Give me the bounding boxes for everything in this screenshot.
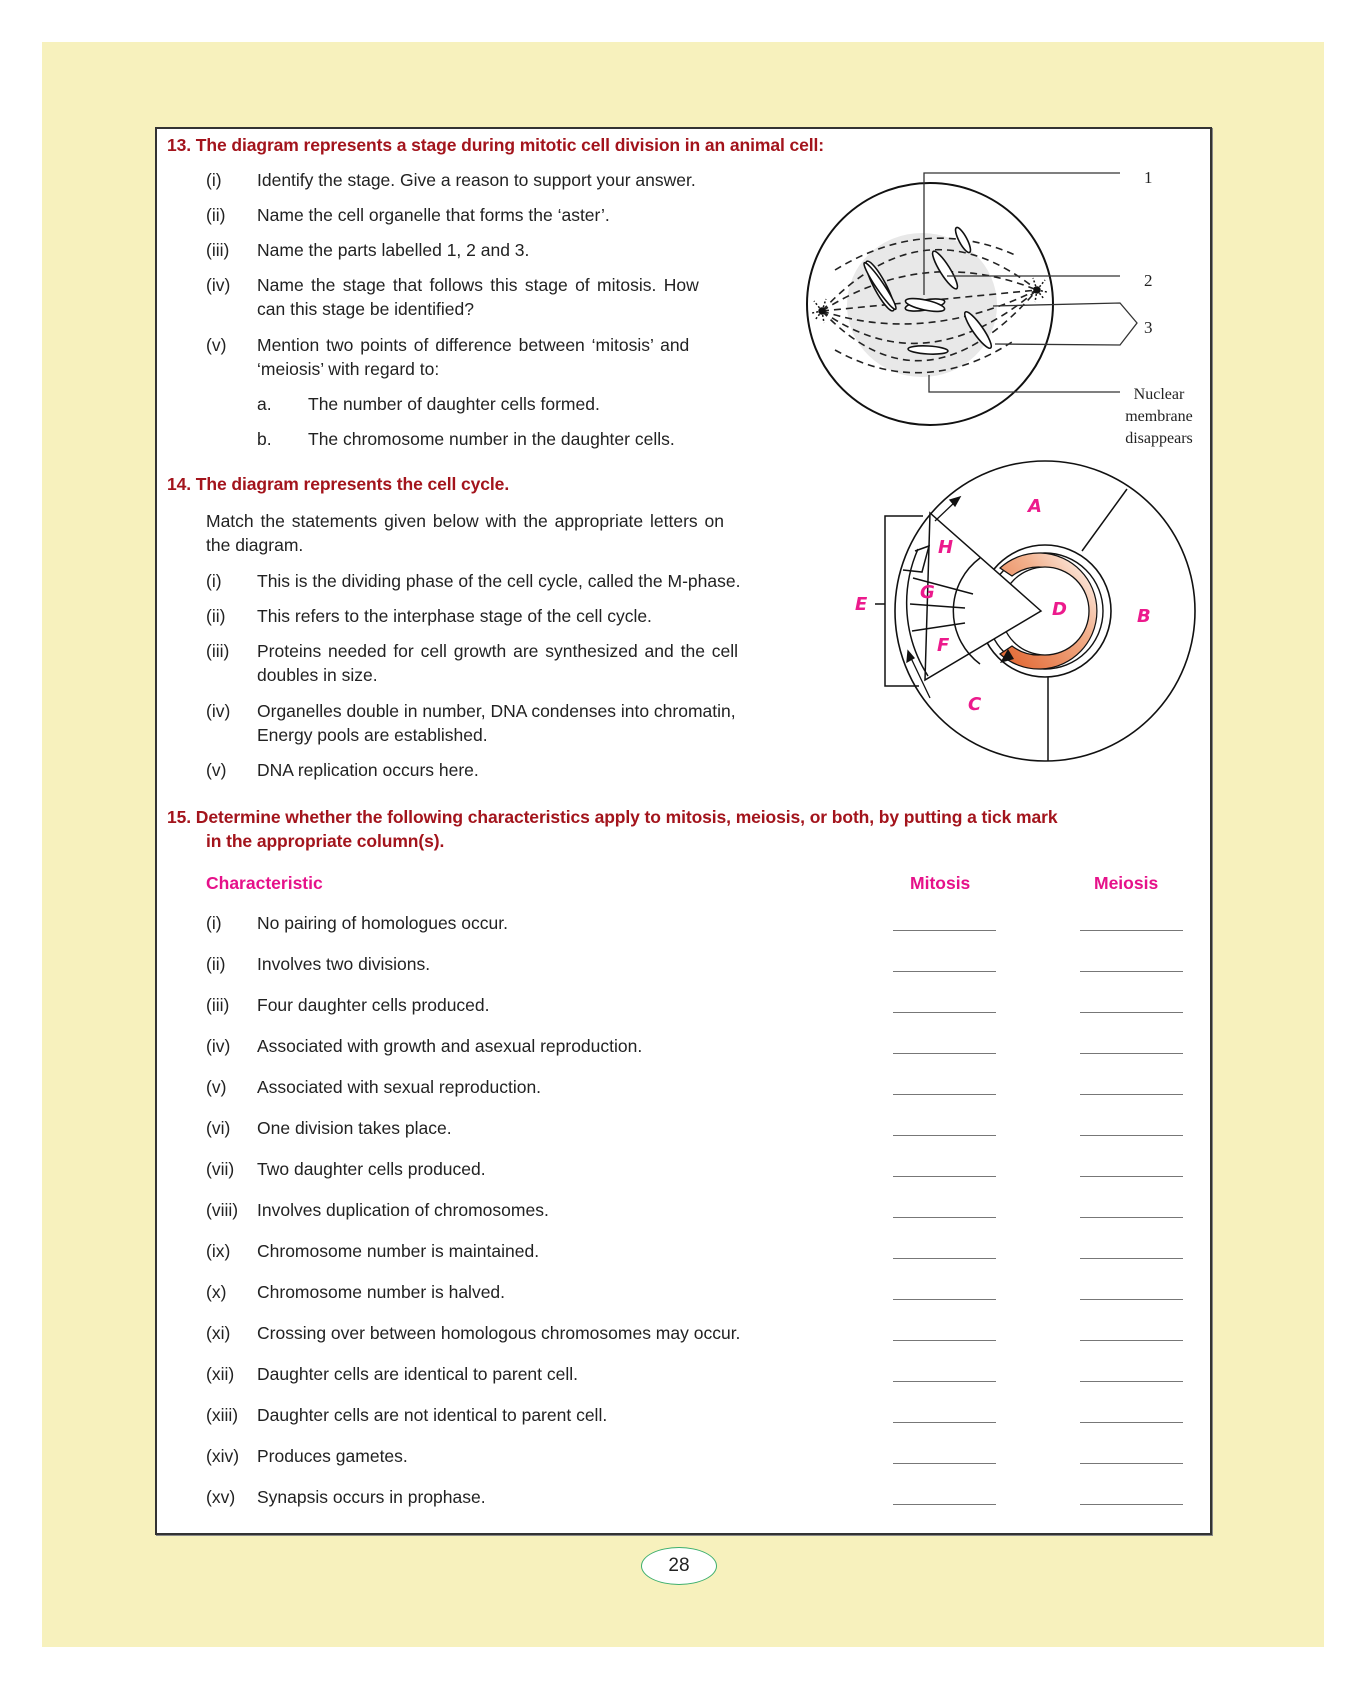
q14-intro: Match the statements given below with the appropriate letters on bbox=[206, 511, 724, 531]
characteristic-text: Chromosome number is maintained. bbox=[257, 1241, 540, 1261]
q13-subitem-text: The chromosome number in the daughter cells. bbox=[308, 429, 675, 449]
q13-item-text: can this stage be identified? bbox=[257, 299, 474, 319]
label-H: H bbox=[938, 537, 954, 558]
q14-item-num: (v) bbox=[206, 760, 227, 780]
row-number: (vii) bbox=[206, 1159, 235, 1179]
q13-item-num: (i) bbox=[206, 170, 222, 190]
meiosis-answer-blank[interactable] bbox=[1080, 1012, 1183, 1013]
row-number: (xi) bbox=[206, 1323, 231, 1343]
row-number: (ix) bbox=[206, 1241, 231, 1261]
q13-item-text: Mention two points of difference between ‘mitosis’ and bbox=[257, 335, 690, 355]
meiosis-answer-blank[interactable] bbox=[1080, 1217, 1183, 1218]
column-header-mitosis: Mitosis bbox=[910, 873, 971, 893]
q14-item-num: (ii) bbox=[206, 606, 226, 626]
characteristic-text: One division takes place. bbox=[257, 1118, 452, 1138]
label-B: B bbox=[1137, 606, 1151, 627]
mitosis-answer-blank[interactable] bbox=[893, 971, 996, 972]
row-number: (iv) bbox=[206, 1036, 231, 1056]
mitosis-answer-blank[interactable] bbox=[893, 1217, 996, 1218]
characteristic-text: Associated with sexual reproduction. bbox=[257, 1077, 542, 1097]
label-D: D bbox=[1052, 599, 1067, 620]
nuclear-membrane-label: disappears bbox=[1125, 430, 1193, 447]
q14-item-text: doubles in size. bbox=[257, 665, 378, 685]
q13-item-text: Name the stage that follows this stage of mitosis. How bbox=[257, 275, 699, 295]
cell-cycle-diagram bbox=[840, 455, 1200, 770]
page-number: 28 bbox=[641, 1547, 717, 1585]
meiosis-answer-blank[interactable] bbox=[1080, 1135, 1183, 1136]
characteristic-text: Four daughter cells produced. bbox=[257, 995, 490, 1015]
row-number: (x) bbox=[206, 1282, 227, 1302]
mitosis-answer-blank[interactable] bbox=[893, 1053, 996, 1054]
meiosis-answer-blank[interactable] bbox=[1080, 971, 1183, 972]
meiosis-answer-blank[interactable] bbox=[1080, 1422, 1183, 1423]
meiosis-answer-blank[interactable] bbox=[1080, 1094, 1183, 1095]
row-number: (viii) bbox=[206, 1200, 239, 1220]
mitosis-answer-blank[interactable] bbox=[893, 1135, 996, 1136]
q15-title: in the appropriate column(s). bbox=[206, 831, 445, 851]
q14-item-text: Organelles double in number, DNA condenses into chromatin, bbox=[257, 701, 736, 721]
characteristic-text: Crossing over between homologous chromosomes may occur. bbox=[257, 1323, 741, 1343]
label-E: E bbox=[855, 594, 868, 615]
nuclear-membrane-label: membrane bbox=[1125, 408, 1193, 425]
label-F: F bbox=[937, 635, 950, 656]
q13-item-text: Name the cell organelle that forms the ‘aster’. bbox=[257, 205, 610, 225]
characteristic-text: Involves duplication of chromosomes. bbox=[257, 1200, 549, 1220]
q13-item-num: (iv) bbox=[206, 275, 231, 295]
characteristic-text: Produces gametes. bbox=[257, 1446, 408, 1466]
characteristic-text: Chromosome number is halved. bbox=[257, 1282, 506, 1302]
characteristic-text: Associated with growth and asexual reproduction. bbox=[257, 1036, 643, 1056]
row-number: (ii) bbox=[206, 954, 226, 974]
q14-item-num: (i) bbox=[206, 571, 222, 591]
q15-title: 15. Determine whether the following characteristics apply to mitosis, meiosis, or both, by putting a tick mark bbox=[167, 807, 1058, 827]
meiosis-answer-blank[interactable] bbox=[1080, 1340, 1183, 1341]
q14-item-num: (iv) bbox=[206, 701, 231, 721]
meiosis-answer-blank[interactable] bbox=[1080, 1463, 1183, 1464]
q13-item-num: (iii) bbox=[206, 240, 230, 260]
q14-item-num: (iii) bbox=[206, 641, 230, 661]
q14-item-text: Proteins needed for cell growth are synthesized and the cell bbox=[257, 641, 739, 661]
mitosis-answer-blank[interactable] bbox=[893, 1504, 996, 1505]
row-number: (vi) bbox=[206, 1118, 231, 1138]
meiosis-answer-blank[interactable] bbox=[1080, 1299, 1183, 1300]
meiosis-answer-blank[interactable] bbox=[1080, 1504, 1183, 1505]
characteristic-text: Daughter cells are not identical to parent cell. bbox=[257, 1405, 608, 1425]
label-2: 2 bbox=[1144, 271, 1153, 290]
mitosis-answer-blank[interactable] bbox=[893, 1340, 996, 1341]
mitosis-answer-blank[interactable] bbox=[893, 1176, 996, 1177]
row-number: (v) bbox=[206, 1077, 227, 1097]
mitosis-answer-blank[interactable] bbox=[893, 1012, 996, 1013]
row-number: (i) bbox=[206, 913, 222, 933]
mitosis-answer-blank[interactable] bbox=[893, 1094, 996, 1095]
q14-intro: the diagram. bbox=[206, 535, 304, 555]
row-number: (xii) bbox=[206, 1364, 235, 1384]
metaphase-cell-diagram bbox=[790, 160, 1210, 460]
q13-item-num: (v) bbox=[206, 335, 227, 355]
row-number: (xv) bbox=[206, 1487, 236, 1507]
meiosis-answer-blank[interactable] bbox=[1080, 1258, 1183, 1259]
label-3: 3 bbox=[1144, 318, 1153, 337]
meiosis-answer-blank[interactable] bbox=[1080, 930, 1183, 931]
q13-subitem-text: The number of daughter cells formed. bbox=[308, 394, 600, 414]
meiosis-answer-blank[interactable] bbox=[1080, 1381, 1183, 1382]
label-C: C bbox=[968, 694, 982, 715]
q14-item-text: This is the dividing phase of the cell cycle, called the M-phase. bbox=[257, 571, 741, 591]
mitosis-answer-blank[interactable] bbox=[893, 1422, 996, 1423]
q13-item-text: ‘meiosis’ with regard to: bbox=[257, 359, 440, 379]
mitosis-answer-blank[interactable] bbox=[893, 930, 996, 931]
q13-subitem-num: a. bbox=[257, 394, 272, 414]
column-header-characteristic: Characteristic bbox=[206, 873, 323, 893]
q13-subitem-num: b. bbox=[257, 429, 272, 449]
q14-item-text: Energy pools are established. bbox=[257, 725, 488, 745]
nuclear-membrane-label: Nuclear bbox=[1133, 386, 1185, 403]
mitosis-answer-blank[interactable] bbox=[893, 1381, 996, 1382]
column-header-meiosis: Meiosis bbox=[1094, 873, 1159, 893]
label-1: 1 bbox=[1144, 168, 1153, 187]
characteristic-text: No pairing of homologues occur. bbox=[257, 913, 508, 933]
mitosis-answer-blank[interactable] bbox=[893, 1463, 996, 1464]
row-number: (xiv) bbox=[206, 1446, 240, 1466]
q14-title: 14. The diagram represents the cell cycle. bbox=[167, 474, 510, 494]
row-number: (xiii) bbox=[206, 1405, 239, 1425]
q13-item-text: Name the parts labelled 1, 2 and 3. bbox=[257, 240, 530, 260]
label-A: A bbox=[1028, 496, 1042, 517]
q14-item-text: This refers to the interphase stage of the cell cycle. bbox=[257, 606, 652, 626]
row-number: (iii) bbox=[206, 995, 230, 1015]
q14-item-text: DNA replication occurs here. bbox=[257, 760, 479, 780]
mitosis-answer-blank[interactable] bbox=[893, 1299, 996, 1300]
q13-item-text: Identify the stage. Give a reason to support your answer. bbox=[257, 170, 696, 190]
q13-item-num: (ii) bbox=[206, 205, 226, 225]
mitosis-answer-blank[interactable] bbox=[893, 1258, 996, 1259]
meiosis-answer-blank[interactable] bbox=[1080, 1176, 1183, 1177]
characteristic-text: Two daughter cells produced. bbox=[257, 1159, 486, 1179]
characteristic-text: Involves two divisions. bbox=[257, 954, 431, 974]
meiosis-answer-blank[interactable] bbox=[1080, 1053, 1183, 1054]
label-G: G bbox=[920, 582, 935, 603]
characteristic-text: Daughter cells are identical to parent cell. bbox=[257, 1364, 579, 1384]
q13-title: 13. The diagram represents a stage during mitotic cell division in an animal cell: bbox=[167, 135, 824, 155]
characteristic-text: Synapsis occurs in prophase. bbox=[257, 1487, 486, 1507]
